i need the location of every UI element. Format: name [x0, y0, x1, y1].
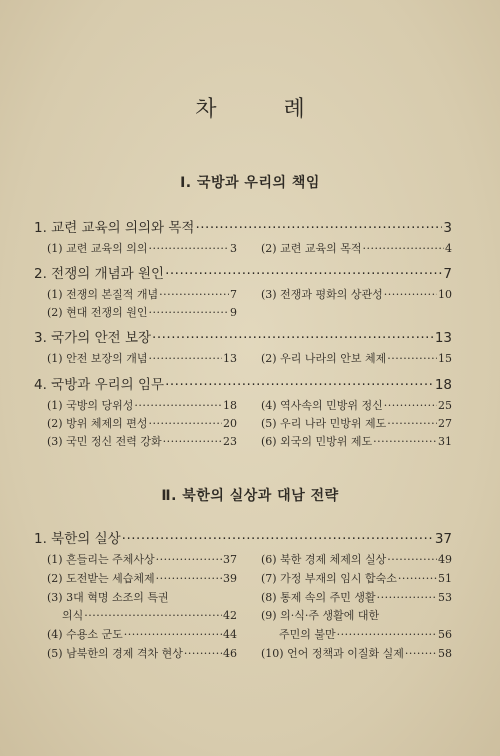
toc-entry-section[interactable] — [261, 415, 452, 431]
entry-label: (5) 남북한의 경제 격차 현상 — [47, 647, 183, 660]
entry-label: (1) 안전 보장의 개념 — [47, 352, 148, 365]
dot-leader — [373, 435, 437, 448]
toc-entry-continuation[interactable] — [279, 626, 452, 642]
dot-leader — [165, 266, 442, 282]
toc-entry-chapter[interactable] — [34, 373, 452, 393]
page-number: 53 — [438, 591, 452, 604]
entry-label: 의식 — [62, 609, 84, 622]
toc-entry-section[interactable] — [47, 570, 237, 586]
dot-leader — [148, 417, 222, 430]
page-number: 7 — [230, 288, 237, 301]
entry-label: (2) 우리 나라의 안보 체제 — [261, 352, 387, 365]
dot-leader — [387, 417, 437, 430]
page-number: 44 — [223, 628, 237, 641]
dot-leader — [152, 330, 434, 346]
dot-leader — [387, 553, 437, 566]
part-2-heading: Ⅱ. 북한의 실상과 대남 전략 — [161, 488, 339, 504]
page-number: 7 — [443, 266, 452, 282]
dot-leader — [377, 591, 437, 604]
entry-label: (1) 교련 교육의 의의 — [47, 242, 148, 255]
page-number: 3 — [443, 220, 452, 236]
toc-entry-section[interactable] — [261, 433, 452, 449]
entry-label: 4. 국방과 우리의 임무 — [34, 377, 165, 393]
page-number: 49 — [438, 553, 452, 566]
entry-label: 1. 교련 교육의 의의와 목적 — [34, 220, 195, 236]
toc-entry-section[interactable] — [261, 240, 452, 256]
entry-label: (1) 국방의 당위성 — [47, 399, 134, 412]
page-number: 18 — [223, 399, 237, 412]
entry-label: (6) 외국의 민방위 제도 — [261, 435, 373, 448]
page-number: 39 — [223, 572, 237, 585]
entry-label: (4) 수용소 군도 — [47, 628, 123, 641]
page-title: 차 례 — [195, 97, 335, 122]
entry-label: (5) 우리 나라 민방위 제도 — [261, 417, 387, 430]
page-number: 56 — [438, 628, 452, 641]
dot-leader — [124, 628, 222, 641]
toc-entry-section[interactable] — [47, 433, 237, 449]
toc-entry-chapter[interactable] — [34, 216, 452, 236]
page-number: 37 — [434, 531, 452, 547]
page-number: 15 — [438, 352, 452, 365]
dot-leader — [337, 628, 437, 641]
dot-leader — [156, 572, 222, 585]
toc-entry-chapter[interactable] — [34, 326, 452, 346]
page-number: 58 — [438, 647, 452, 660]
dot-leader — [159, 288, 229, 301]
entry-label: (1) 흔들리는 주체사상 — [47, 553, 155, 566]
entry-label: (2) 교련 교육의 목적 — [261, 242, 362, 255]
part-1-heading: Ⅰ. 국방과 우리의 책임 — [180, 175, 320, 191]
page-number: 13 — [434, 330, 452, 346]
toc-entry-section[interactable] — [261, 570, 452, 586]
entry-label: (4) 역사속의 민방위 정신 — [261, 399, 383, 412]
dot-leader — [384, 399, 437, 412]
toc-entry-section[interactable] — [47, 645, 237, 661]
dot-leader — [156, 553, 222, 566]
dot-leader — [362, 242, 444, 255]
toc-entry-section[interactable] — [47, 415, 237, 431]
dot-leader — [122, 531, 434, 547]
entry-label: (2) 방위 체제의 편성 — [47, 417, 148, 430]
entry-label: (3) 전쟁과 평화의 상관성 — [261, 288, 383, 301]
entry-label: (10) 언어 정책과 이질화 실제 — [261, 647, 404, 660]
entry-label: (6) 북한 경제 체제의 실상 — [261, 553, 387, 566]
page-number: 23 — [223, 435, 237, 448]
entry-label: 주민의 불만 — [279, 628, 336, 641]
toc-entry-section[interactable] — [261, 551, 452, 567]
toc-entry-section[interactable]: (3) 3대 혁명 소조의 특권 — [47, 591, 169, 604]
page-number: 31 — [438, 435, 452, 448]
page-number: 46 — [223, 647, 237, 660]
page-number: 37 — [223, 553, 237, 566]
toc-entry-section[interactable] — [47, 626, 237, 642]
page-number: 9 — [230, 306, 237, 319]
toc-entry-section[interactable] — [47, 240, 237, 256]
dot-leader — [134, 399, 222, 412]
page-number: 3 — [230, 242, 237, 255]
dot-leader — [163, 435, 222, 448]
toc-entry-section[interactable] — [261, 589, 452, 605]
dot-leader — [387, 352, 437, 365]
dot-leader — [398, 572, 437, 585]
toc-entry-section[interactable] — [261, 645, 452, 661]
entry-label: 1. 북한의 실상 — [34, 531, 121, 547]
toc-entry-chapter[interactable] — [34, 262, 452, 282]
page-number: 4 — [445, 242, 452, 255]
toc-entry-section[interactable] — [47, 350, 237, 366]
toc-entry-section[interactable]: (9) 의·식·주 생활에 대한 — [261, 609, 380, 622]
toc-entry-section[interactable] — [47, 304, 237, 320]
page-number: 42 — [223, 609, 237, 622]
toc-entry-section[interactable] — [261, 286, 452, 302]
entry-label: (1) 전쟁의 본질적 개념 — [47, 288, 159, 301]
dot-leader — [84, 609, 222, 622]
page-number: 20 — [223, 417, 237, 430]
dot-leader — [148, 306, 229, 319]
toc-entry-section[interactable] — [261, 397, 452, 413]
entry-label: (2) 현대 전쟁의 원인 — [47, 306, 148, 319]
dot-leader — [184, 647, 222, 660]
toc-entry-section[interactable] — [47, 397, 237, 413]
dot-leader — [384, 288, 437, 301]
toc-entry-section[interactable] — [47, 286, 237, 302]
page-number: 10 — [438, 288, 452, 301]
page-number: 18 — [434, 377, 452, 393]
entry-label: (8) 통제 속의 주민 생활 — [261, 591, 376, 604]
entry-label: 2. 전쟁의 개념과 원인 — [34, 266, 165, 282]
dot-leader — [165, 377, 434, 393]
toc-entry-chapter[interactable] — [34, 527, 452, 547]
dot-leader — [148, 242, 229, 255]
dot-leader — [195, 220, 442, 236]
page-number: 13 — [223, 352, 237, 365]
dot-leader — [148, 352, 222, 365]
toc-entry-continuation[interactable] — [62, 607, 237, 623]
toc-entry-section[interactable] — [47, 551, 237, 567]
page-number: 27 — [438, 417, 452, 430]
page-number: 51 — [438, 572, 452, 585]
dot-leader — [405, 647, 437, 660]
entry-label: (7) 가정 부재의 임시 합숙소 — [261, 572, 397, 585]
entry-label: (3) 국민 정신 전력 강화 — [47, 435, 162, 448]
entry-label: 3. 국가의 안전 보장 — [34, 330, 152, 346]
page-number: 25 — [438, 399, 452, 412]
toc-entry-section[interactable] — [261, 350, 452, 366]
entry-label: (2) 도전받는 세습체제 — [47, 572, 155, 585]
